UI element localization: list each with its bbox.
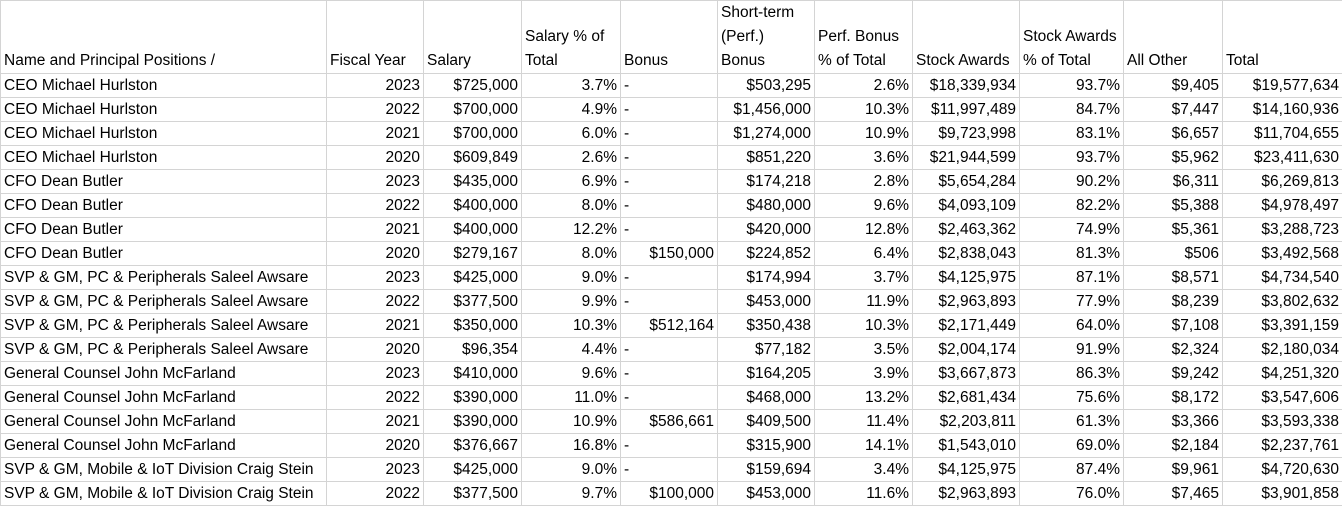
cell-salary-pct[interactable]: 6.9% [522, 170, 621, 194]
cell-name[interactable]: General Counsel John McFarland [1, 410, 327, 434]
header-cell-stock-awards-pct[interactable]: Stock Awards % of Total [1020, 1, 1124, 74]
cell-perf-bonus[interactable]: $1,456,000 [718, 98, 815, 122]
cell-perf-bonus[interactable]: $224,852 [718, 242, 815, 266]
cell-all-other[interactable]: $9,405 [1124, 74, 1223, 98]
cell-all-other[interactable]: $8,571 [1124, 266, 1223, 290]
cell-fiscal-year[interactable]: 2022 [327, 194, 424, 218]
cell-all-other[interactable]: $6,311 [1124, 170, 1223, 194]
cell-salary-pct[interactable]: 10.3% [522, 314, 621, 338]
cell-all-other[interactable]: $506 [1124, 242, 1223, 266]
cell-perf-bonus-pct[interactable]: 10.9% [815, 122, 913, 146]
header-cell-perf-bonus[interactable]: Short-term (Perf.) Bonus [718, 1, 815, 74]
cell-stock-awards[interactable]: $2,838,043 [913, 242, 1020, 266]
cell-bonus[interactable]: $586,661 [621, 410, 718, 434]
cell-name[interactable]: General Counsel John McFarland [1, 434, 327, 458]
cell-bonus[interactable]: - [621, 386, 718, 410]
cell-bonus[interactable]: - [621, 122, 718, 146]
cell-name[interactable]: SVP & GM, PC & Peripherals Saleel Awsare [1, 266, 327, 290]
cell-salary-pct[interactable]: 10.9% [522, 410, 621, 434]
cell-total[interactable]: $4,978,497 [1223, 194, 1342, 218]
cell-total[interactable]: $3,901,858 [1223, 482, 1342, 506]
cell-fiscal-year[interactable]: 2022 [327, 482, 424, 506]
cell-all-other[interactable]: $5,962 [1124, 146, 1223, 170]
cell-stock-awards-pct[interactable]: 76.0% [1020, 482, 1124, 506]
cell-perf-bonus[interactable]: $409,500 [718, 410, 815, 434]
cell-fiscal-year[interactable]: 2020 [327, 434, 424, 458]
cell-all-other[interactable]: $7,108 [1124, 314, 1223, 338]
cell-perf-bonus-pct[interactable]: 12.8% [815, 218, 913, 242]
table-row [1, 242, 1342, 266]
cell-perf-bonus[interactable]: $1,274,000 [718, 122, 815, 146]
cell-all-other[interactable]: $7,465 [1124, 482, 1223, 506]
cell-perf-bonus[interactable]: $480,000 [718, 194, 815, 218]
cell-bonus[interactable]: - [621, 146, 718, 170]
cell-stock-awards-pct[interactable]: 91.9% [1020, 338, 1124, 362]
cell-bonus[interactable]: - [621, 266, 718, 290]
cell-stock-awards-pct[interactable]: 86.3% [1020, 362, 1124, 386]
cell-bonus[interactable]: - [621, 434, 718, 458]
cell-bonus[interactable]: - [621, 98, 718, 122]
table-row [1, 434, 1342, 458]
cell-stock-awards-pct[interactable]: 64.0% [1020, 314, 1124, 338]
cell-name[interactable]: CEO Michael Hurlston [1, 146, 327, 170]
cell-salary[interactable]: $390,000 [424, 386, 522, 410]
cell-name[interactable]: General Counsel John McFarland [1, 362, 327, 386]
cell-stock-awards[interactable]: $2,463,362 [913, 218, 1020, 242]
table-row [1, 122, 1342, 146]
cell-stock-awards[interactable]: $4,125,975 [913, 458, 1020, 482]
table-row [1, 194, 1342, 218]
header-cell-total[interactable]: Total [1223, 1, 1342, 74]
header-cell-fiscal-year[interactable]: Fiscal Year [327, 1, 424, 74]
cell-salary-pct[interactable]: 12.2% [522, 218, 621, 242]
cell-name[interactable]: SVP & GM, PC & Peripherals Saleel Awsare [1, 338, 327, 362]
cell-fiscal-year[interactable]: 2022 [327, 290, 424, 314]
cell-fiscal-year[interactable]: 2020 [327, 146, 424, 170]
header-cell-stock-awards[interactable]: Stock Awards [913, 1, 1020, 74]
cell-salary-pct[interactable]: 9.6% [522, 362, 621, 386]
header-cell-salary[interactable]: Salary [424, 1, 522, 74]
table-row [1, 410, 1342, 434]
cell-total[interactable]: $3,593,338 [1223, 410, 1342, 434]
cell-fiscal-year[interactable]: 2021 [327, 122, 424, 146]
cell-perf-bonus[interactable]: $77,182 [718, 338, 815, 362]
cell-name[interactable]: CFO Dean Butler [1, 218, 327, 242]
cell-fiscal-year[interactable]: 2023 [327, 74, 424, 98]
table-row [1, 482, 1342, 506]
cell-perf-bonus-pct[interactable]: 13.2% [815, 386, 913, 410]
cell-salary-pct[interactable]: 9.0% [522, 266, 621, 290]
cell-total[interactable]: $23,411,630 [1223, 146, 1342, 170]
cell-perf-bonus[interactable]: $164,205 [718, 362, 815, 386]
cell-name[interactable]: SVP & GM, Mobile & IoT Division Craig Stein [1, 482, 327, 506]
cell-fiscal-year[interactable]: 2023 [327, 170, 424, 194]
cell-perf-bonus[interactable]: $159,694 [718, 458, 815, 482]
cell-stock-awards[interactable]: $2,004,174 [913, 338, 1020, 362]
cell-all-other[interactable]: $2,184 [1124, 434, 1223, 458]
cell-stock-awards[interactable]: $3,667,873 [913, 362, 1020, 386]
cell-stock-awards-pct[interactable]: 93.7% [1020, 146, 1124, 170]
table-row [1, 146, 1342, 170]
cell-stock-awards[interactable]: $2,681,434 [913, 386, 1020, 410]
cell-stock-awards[interactable]: $5,654,284 [913, 170, 1020, 194]
cell-stock-awards-pct[interactable]: 87.1% [1020, 266, 1124, 290]
cell-name[interactable]: CEO Michael Hurlston [1, 122, 327, 146]
cell-total[interactable]: $19,577,634 [1223, 74, 1342, 98]
cell-stock-awards-pct[interactable]: 93.7% [1020, 74, 1124, 98]
cell-stock-awards[interactable]: $9,723,998 [913, 122, 1020, 146]
table-row [1, 266, 1342, 290]
header-cell-all-other[interactable]: All Other [1124, 1, 1223, 74]
cell-salary-pct[interactable]: 9.0% [522, 458, 621, 482]
cell-stock-awards[interactable]: $2,171,449 [913, 314, 1020, 338]
cell-perf-bonus-pct[interactable]: 10.3% [815, 314, 913, 338]
cell-total[interactable]: $3,492,568 [1223, 242, 1342, 266]
cell-bonus[interactable]: $150,000 [621, 242, 718, 266]
cell-salary-pct[interactable]: 2.6% [522, 146, 621, 170]
cell-salary-pct[interactable]: 9.7% [522, 482, 621, 506]
cell-fiscal-year[interactable]: 2022 [327, 386, 424, 410]
cell-total[interactable]: $11,704,655 [1223, 122, 1342, 146]
cell-name[interactable]: SVP & GM, PC & Peripherals Saleel Awsare [1, 314, 327, 338]
cell-salary[interactable]: $410,000 [424, 362, 522, 386]
cell-all-other[interactable]: $5,388 [1124, 194, 1223, 218]
cell-stock-awards-pct[interactable]: 84.7% [1020, 98, 1124, 122]
cell-stock-awards[interactable]: $4,093,109 [913, 194, 1020, 218]
cell-stock-awards-pct[interactable]: 69.0% [1020, 434, 1124, 458]
cell-salary-pct[interactable]: 4.9% [522, 98, 621, 122]
cell-stock-awards-pct[interactable]: 83.1% [1020, 122, 1124, 146]
cell-name[interactable]: CEO Michael Hurlston [1, 74, 327, 98]
cell-perf-bonus-pct[interactable]: 2.8% [815, 170, 913, 194]
header-row [1, 1, 1342, 74]
cell-salary[interactable]: $425,000 [424, 458, 522, 482]
cell-bonus[interactable]: - [621, 362, 718, 386]
cell-total[interactable]: $2,180,034 [1223, 338, 1342, 362]
cell-salary-pct[interactable]: 8.0% [522, 194, 621, 218]
cell-perf-bonus-pct[interactable]: 6.4% [815, 242, 913, 266]
table-row [1, 362, 1342, 386]
cell-salary-pct[interactable]: 16.8% [522, 434, 621, 458]
cell-perf-bonus-pct[interactable]: 3.4% [815, 458, 913, 482]
cell-perf-bonus-pct[interactable]: 2.6% [815, 74, 913, 98]
cell-perf-bonus[interactable]: $851,220 [718, 146, 815, 170]
cell-salary[interactable]: $725,000 [424, 74, 522, 98]
cell-salary[interactable]: $279,167 [424, 242, 522, 266]
cell-perf-bonus-pct[interactable]: 10.3% [815, 98, 913, 122]
cell-fiscal-year[interactable]: 2021 [327, 314, 424, 338]
cell-salary[interactable]: $400,000 [424, 194, 522, 218]
cell-all-other[interactable]: $5,361 [1124, 218, 1223, 242]
header-cell-salary-pct[interactable]: Salary % of Total [522, 1, 621, 74]
cell-stock-awards-pct[interactable]: 75.6% [1020, 386, 1124, 410]
cell-fiscal-year[interactable]: 2023 [327, 266, 424, 290]
cell-stock-awards[interactable]: $21,944,599 [913, 146, 1020, 170]
cell-stock-awards-pct[interactable]: 77.9% [1020, 290, 1124, 314]
table-row [1, 314, 1342, 338]
table-body [1, 74, 1342, 506]
cell-perf-bonus[interactable]: $174,218 [718, 170, 815, 194]
cell-perf-bonus-pct[interactable]: 3.6% [815, 146, 913, 170]
cell-perf-bonus[interactable]: $453,000 [718, 290, 815, 314]
cell-total[interactable]: $4,720,630 [1223, 458, 1342, 482]
cell-stock-awards[interactable]: $18,339,934 [913, 74, 1020, 98]
cell-all-other[interactable]: $8,239 [1124, 290, 1223, 314]
cell-stock-awards[interactable]: $2,203,811 [913, 410, 1020, 434]
cell-name[interactable]: SVP & GM, Mobile & IoT Division Craig Stein [1, 458, 327, 482]
cell-total[interactable]: $4,251,320 [1223, 362, 1342, 386]
cell-name[interactable]: CFO Dean Butler [1, 194, 327, 218]
cell-fiscal-year[interactable]: 2020 [327, 242, 424, 266]
cell-stock-awards[interactable]: $4,125,975 [913, 266, 1020, 290]
cell-salary-pct[interactable]: 11.0% [522, 386, 621, 410]
cell-total[interactable]: $2,237,761 [1223, 434, 1342, 458]
cell-perf-bonus[interactable]: $468,000 [718, 386, 815, 410]
cell-salary[interactable]: $96,354 [424, 338, 522, 362]
table-row [1, 338, 1342, 362]
cell-all-other[interactable]: $7,447 [1124, 98, 1223, 122]
cell-name[interactable]: CFO Dean Butler [1, 242, 327, 266]
cell-perf-bonus[interactable]: $315,900 [718, 434, 815, 458]
cell-salary[interactable]: $350,000 [424, 314, 522, 338]
cell-stock-awards-pct[interactable]: 82.2% [1020, 194, 1124, 218]
cell-bonus[interactable]: - [621, 458, 718, 482]
cell-stock-awards[interactable]: $1,543,010 [913, 434, 1020, 458]
cell-perf-bonus-pct[interactable]: 3.5% [815, 338, 913, 362]
cell-stock-awards[interactable]: $2,963,893 [913, 290, 1020, 314]
cell-perf-bonus[interactable]: $503,295 [718, 74, 815, 98]
cell-bonus[interactable]: $512,164 [621, 314, 718, 338]
cell-stock-awards[interactable]: $2,963,893 [913, 482, 1020, 506]
cell-salary[interactable]: $376,667 [424, 434, 522, 458]
cell-salary[interactable]: $425,000 [424, 266, 522, 290]
cell-total[interactable]: $3,802,632 [1223, 290, 1342, 314]
table-row [1, 170, 1342, 194]
cell-bonus[interactable]: - [621, 74, 718, 98]
cell-all-other[interactable]: $3,366 [1124, 410, 1223, 434]
cell-salary-pct[interactable]: 9.9% [522, 290, 621, 314]
cell-bonus[interactable]: - [621, 218, 718, 242]
cell-salary[interactable]: $700,000 [424, 98, 522, 122]
cell-bonus[interactable]: - [621, 170, 718, 194]
cell-perf-bonus-pct[interactable]: 3.9% [815, 362, 913, 386]
table-row [1, 290, 1342, 314]
cell-salary-pct[interactable]: 8.0% [522, 242, 621, 266]
cell-perf-bonus-pct[interactable]: 11.9% [815, 290, 913, 314]
cell-salary[interactable]: $377,500 [424, 482, 522, 506]
cell-name[interactable]: SVP & GM, PC & Peripherals Saleel Awsare [1, 290, 327, 314]
cell-perf-bonus[interactable]: $453,000 [718, 482, 815, 506]
cell-fiscal-year[interactable]: 2023 [327, 458, 424, 482]
cell-stock-awards[interactable]: $11,997,489 [913, 98, 1020, 122]
table-row [1, 458, 1342, 482]
cell-fiscal-year[interactable]: 2020 [327, 338, 424, 362]
header-cell-perf-bonus-pct[interactable]: Perf. Bonus % of Total [815, 1, 913, 74]
cell-total[interactable]: $14,160,936 [1223, 98, 1342, 122]
table-row [1, 74, 1342, 98]
cell-stock-awards-pct[interactable]: 90.2% [1020, 170, 1124, 194]
cell-total[interactable]: $6,269,813 [1223, 170, 1342, 194]
cell-total[interactable]: $3,547,606 [1223, 386, 1342, 410]
cell-bonus[interactable]: - [621, 290, 718, 314]
cell-all-other[interactable]: $9,961 [1124, 458, 1223, 482]
cell-salary[interactable]: $400,000 [424, 218, 522, 242]
cell-salary[interactable]: $700,000 [424, 122, 522, 146]
cell-stock-awards-pct[interactable]: 87.4% [1020, 458, 1124, 482]
cell-stock-awards-pct[interactable]: 81.3% [1020, 242, 1124, 266]
cell-salary-pct[interactable]: 6.0% [522, 122, 621, 146]
cell-all-other[interactable]: $2,324 [1124, 338, 1223, 362]
cell-perf-bonus-pct[interactable]: 14.1% [815, 434, 913, 458]
cell-perf-bonus[interactable]: $174,994 [718, 266, 815, 290]
cell-bonus[interactable]: - [621, 338, 718, 362]
cell-stock-awards-pct[interactable]: 61.3% [1020, 410, 1124, 434]
cell-stock-awards-pct[interactable]: 74.9% [1020, 218, 1124, 242]
cell-salary-pct[interactable]: 3.7% [522, 74, 621, 98]
cell-all-other[interactable]: $6,657 [1124, 122, 1223, 146]
table-row [1, 218, 1342, 242]
cell-perf-bonus-pct[interactable]: 9.6% [815, 194, 913, 218]
table-row [1, 98, 1342, 122]
cell-fiscal-year[interactable]: 2022 [327, 98, 424, 122]
cell-fiscal-year[interactable]: 2023 [327, 362, 424, 386]
cell-perf-bonus[interactable]: $420,000 [718, 218, 815, 242]
cell-salary-pct[interactable]: 4.4% [522, 338, 621, 362]
cell-all-other[interactable]: $9,242 [1124, 362, 1223, 386]
cell-bonus[interactable]: - [621, 194, 718, 218]
cell-perf-bonus-pct[interactable]: 3.7% [815, 266, 913, 290]
cell-fiscal-year[interactable]: 2021 [327, 218, 424, 242]
header-cell-name[interactable]: Name and Principal Positions / [1, 1, 327, 74]
cell-salary[interactable]: $377,500 [424, 290, 522, 314]
table-row [1, 386, 1342, 410]
cell-salary[interactable]: $390,000 [424, 410, 522, 434]
cell-salary[interactable]: $609,849 [424, 146, 522, 170]
cell-name[interactable]: General Counsel John McFarland [1, 386, 327, 410]
cell-all-other[interactable]: $8,172 [1124, 386, 1223, 410]
cell-bonus[interactable]: $100,000 [621, 482, 718, 506]
header-cell-bonus[interactable]: Bonus [621, 1, 718, 74]
cell-perf-bonus-pct[interactable]: 11.4% [815, 410, 913, 434]
cell-total[interactable]: $4,734,540 [1223, 266, 1342, 290]
cell-total[interactable]: $3,391,159 [1223, 314, 1342, 338]
cell-name[interactable]: CEO Michael Hurlston [1, 98, 327, 122]
cell-total[interactable]: $3,288,723 [1223, 218, 1342, 242]
cell-perf-bonus[interactable]: $350,438 [718, 314, 815, 338]
cell-name[interactable]: CFO Dean Butler [1, 170, 327, 194]
cell-salary[interactable]: $435,000 [424, 170, 522, 194]
cell-perf-bonus-pct[interactable]: 11.6% [815, 482, 913, 506]
cell-fiscal-year[interactable]: 2021 [327, 410, 424, 434]
